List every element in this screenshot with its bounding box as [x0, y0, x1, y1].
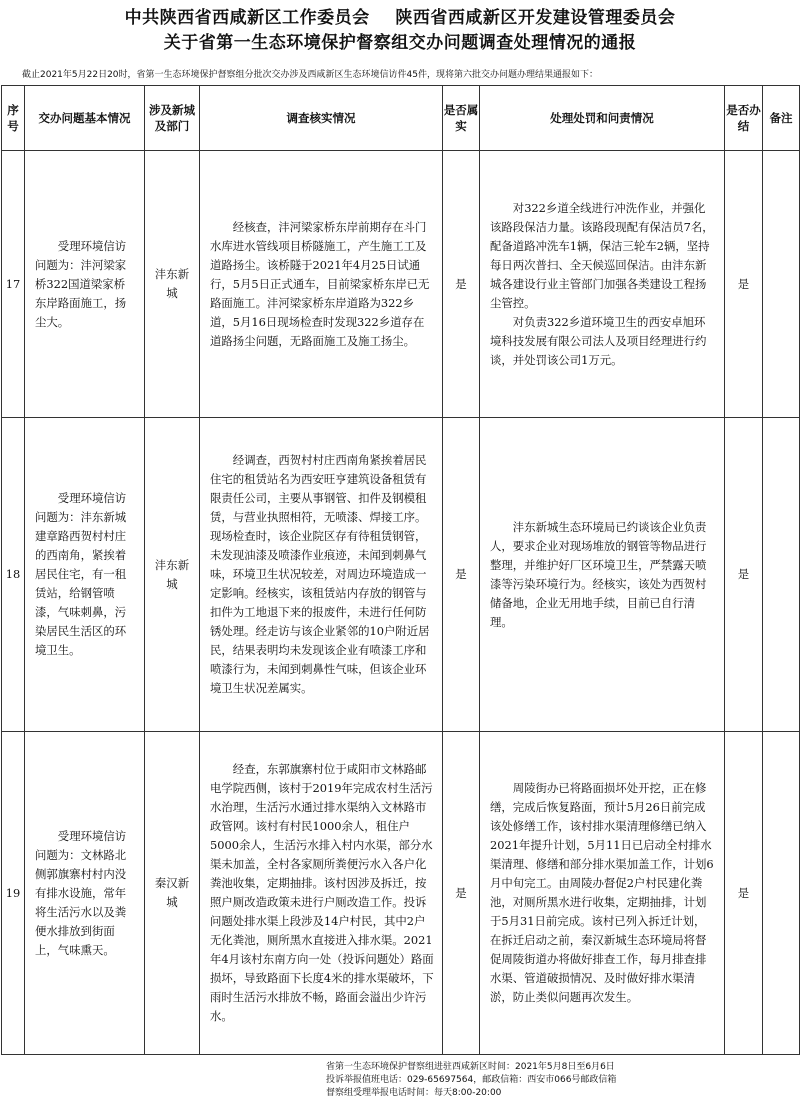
handling-paragraph: 周陵街办已将路面损坏处开挖，正在修缮，完成后恢复路面，预计5月26日前完成该处修缮工作，该村排水渠清理修缮已纳入2021年提升计划，5月11日已启动全村排水渠清理、修缮和部分排水渠加盖工作，计划6月中旬完工。由周陵办督促2户村民建化粪池，对厕所黑水进行收集，定期抽排，计划于5月31日前完成。该村已列入拆迁计划，在拆迁启动之前，秦汉新城生态环境局将督促周陵街道办将做好排查工作，每月排查排水渠、管道破损情况、及时做好排水渠清淤，防止类似问题再次发生。 — [490, 781, 714, 1004]
header-handling: 处理处罚和问责情况 — [480, 86, 725, 151]
header-dept: 涉及新城及部门 — [145, 86, 200, 151]
issue-text: 受理环境信访问题为：文林路北侧郭旗寨村村内没有排水设施，常年将生活污水以及粪便水排放到街面上，气味熏天。 — [35, 828, 127, 957]
footer-line-1: 省第一生态环境保护督察组进驻西咸新区时间：2021年5月8日至6月6日 — [326, 1062, 615, 1072]
cell-dept — [145, 418, 200, 732]
header-seq: 序号 — [2, 86, 25, 151]
handling-paragraph: 对322乡道全线进行冲洗作业，并强化该路段保洁力量。该路段现配有保洁员7名，配备道路冲洗车1辆，保洁三轮车2辆，坚持每日两次普扫、全天候巡回保洁。由沣东新城各建设行业主管部门加强各类建设工程扬尘管控。 — [490, 200, 714, 310]
cell-note — [763, 732, 800, 1055]
issue-text: 受理环境信访问题为：沣东新城建章路西贺村村庄的西南角，紧挨着居民住宅，有一租赁站，给钢管喷漆，气味刺鼻，污染居民生活区的环境卫生。 — [35, 491, 127, 657]
table-row — [2, 151, 800, 418]
intro-text: 截止2021年5月22日20时，省第一生态环境保护督察组分批次交办涉及西咸新区生态环境信访件45件，现将第六批交办问题办理结果通报如下： — [22, 70, 598, 80]
header-true: 是否属实 — [443, 86, 480, 151]
cell-issue — [25, 418, 145, 732]
header-note: 备注 — [763, 86, 800, 151]
handling-paragraph: 沣东新城生态环境局已约谈该企业负责人，要求企业对现场堆放的钢管等物品进行整理，并维护好厂区环境卫生，严禁露天喷漆等污染环境行为。经核实，该处为西贺村储备地，企业无用地手续，目前已自行清理。 — [490, 519, 707, 629]
header-issue: 交办问题基本情况 — [25, 86, 145, 151]
cell-handling — [480, 732, 725, 1055]
investigation-text: 经查，东郭旗寨村位于咸阳市文林路邮电学院西侧，该村于2019年完成农村生活污水治理，生活污水通过排水渠纳入文林路市政管网。该村有村民1000余人，租住户5000余人，生活污水排入村内水渠，部分水渠未加盖，全村各家厕所粪便污水入各户化粪池收集，定期抽排。该村因涉及拆迁，按照户厕改造政策未进行户厕改造工作。投诉问题处排水渠上段涉及14户村民，其中2户无化粪池，厕所黑水直接进入排水渠。2021年4月该村东南方向一处（投诉问题处）路面损坏，导致路面下长度4米的排水渠破坏，下雨时生活污水排放不畅，路面会溢出少许污水。 — [210, 762, 434, 1023]
issue-text: 受理环境信访问题为：沣河梁家桥322国道梁家桥东岸路面施工，扬尘大。 — [35, 238, 127, 329]
contact-footer — [326, 1061, 616, 1100]
dept-text: 沣东新城 — [154, 267, 190, 300]
cell-issue — [25, 732, 145, 1055]
cell-dept — [145, 732, 200, 1055]
cell-seq: 17 — [2, 151, 25, 418]
table-row — [2, 732, 800, 1055]
cell-true: 是 — [443, 151, 480, 418]
footer-line-3: 督察组受理举报电话时间：每天8:00-20:00 — [326, 1088, 502, 1098]
header-done: 是否办结 — [725, 86, 763, 151]
cell-done: 是 — [725, 151, 763, 418]
header-investigation: 调查核实情况 — [200, 86, 443, 151]
cell-investigation — [200, 418, 443, 732]
cell-issue — [25, 151, 145, 418]
cell-seq: 18 — [2, 418, 25, 732]
cases-table — [1, 85, 800, 1055]
cell-true: 是 — [443, 732, 480, 1055]
title-line-2: 关于省第一生态环境保护督察组交办问题调查处理情况的通报 — [163, 33, 637, 53]
cell-handling — [480, 151, 725, 418]
table-header-row — [2, 86, 800, 151]
table-row — [2, 418, 800, 732]
cell-note — [763, 418, 800, 732]
handling-paragraph: 对负责322乡道环境卫生的西安卓旭环境科技发展有限公司法人及项目经理进行约谈，并处罚该公司1万元。 — [490, 314, 707, 367]
cell-dept — [145, 151, 200, 418]
investigation-text: 经调查，西贺村村庄西南角紧挨着居民住宅的租赁站名为西安旺亨建筑设备租赁有限责任公司，主要从事钢管、扣件及钢模租赁，与营业执照相符，无喷漆、焊接工序。现场检查时，该企业院区存有待租赁钢管，未发现油漆及喷漆作业痕迹，未闻到刺鼻气味，环境卫生状况较差，对周边环境造成一定影响。经核实，该租赁站内存放的钢管与扣件为工地退下来的报废件，未进行任何防锈处理。经走访与该企业紧邻的10户附近居民，结果表明均未发现该企业有喷漆工序和喷漆行为，未闻到刺鼻性气味，但该企业环境卫生状况差属实。 — [210, 453, 430, 695]
cell-investigation — [200, 732, 443, 1055]
cell-done: 是 — [725, 418, 763, 732]
document-title — [0, 0, 800, 56]
cell-seq: 19 — [2, 732, 25, 1055]
dept-text: 秦汉新城 — [154, 876, 190, 909]
footer-line-2: 投诉举报值班电话：029-65697564，邮政信箱：西安市066号邮政信箱 — [326, 1075, 617, 1085]
cell-handling — [480, 418, 725, 732]
dept-text: 沣东新城 — [154, 557, 190, 591]
cell-investigation — [200, 151, 443, 418]
cell-done: 是 — [725, 732, 763, 1055]
investigation-text: 经核查，沣河梁家桥东岸前期存在斗门水库进水管线项目桥隧施工，产生施工工及道路扬尘。该桥隧于2021年4月25日试通行，5月5日正式通车，目前梁家桥东岸已无路面施工。沣河梁家桥东岸道路为322乡道，5月16日现场检查时发现322乡道存在道路扬尘问题，无路面施工及施工扬尘。 — [210, 219, 430, 348]
cell-true: 是 — [443, 418, 480, 732]
title-line-1: 中共陕西省西咸新区工作委员会 陕西省西咸新区开发建设管理委员会 — [124, 8, 676, 28]
cell-note — [763, 151, 800, 418]
